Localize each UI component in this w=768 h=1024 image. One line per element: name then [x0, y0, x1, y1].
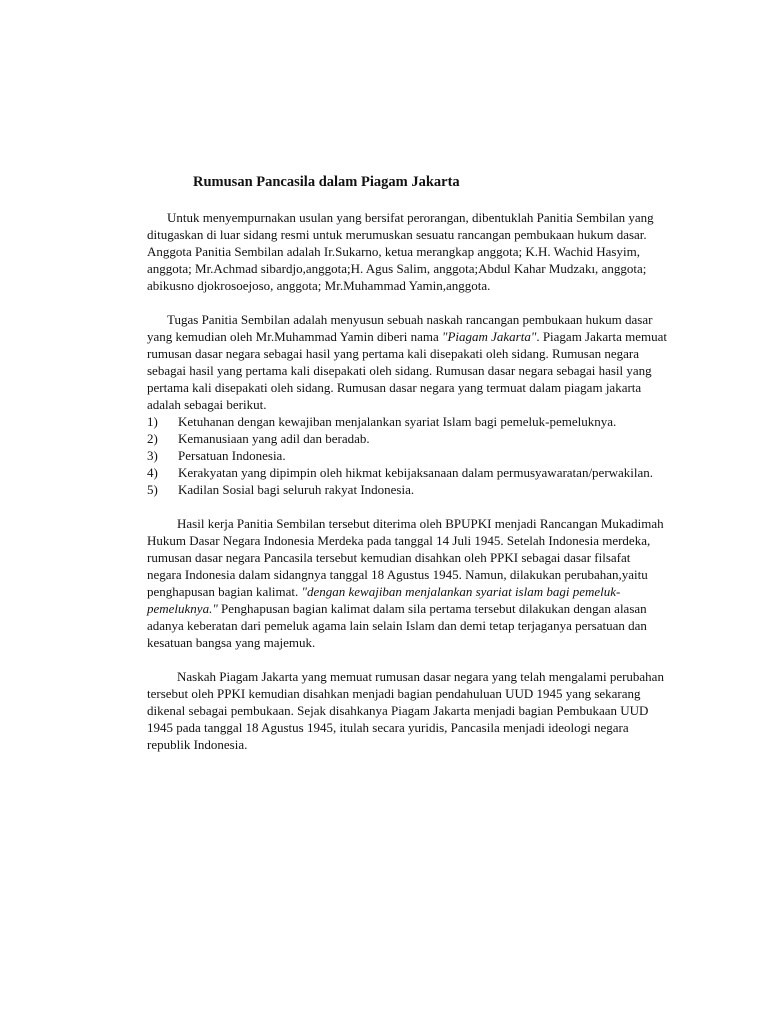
list-item: [147, 464, 667, 481]
list-text: Persatuan Indonesia.: [178, 448, 286, 463]
list-number: 2): [147, 431, 158, 446]
list-number: 5): [147, 482, 158, 497]
paragraph-hasil-kerja: [147, 515, 667, 651]
paragraph-text: Penghapusan bagian kalimat dalam sila pertama tersebut dilakukan dengan alasan adanya keberatan dari pemeluk agama lain selain Islam dan demi tetap terjaganya persatuan dan kesatuan bangsa yang majemuk.: [147, 601, 647, 650]
paragraph-text: . Piagam Jakarta memuat rumusan dasar negara sebagai hasil yang pertama kali disepakati oleh sidang. Rumusan negara sebagai hasil yang pertama kali disepakati oleh sidang. Rumusan dasar negara sebagai hasil yang pertama kali disepakati oleh sidang. Rumusan dasar negara yang termuat dalam piagam jakarta adalah sebagai berikut.: [147, 329, 667, 412]
piagam-jakarta-italic: "Piagam Jakarta": [441, 329, 537, 344]
pancasila-list: [147, 413, 667, 498]
paragraph-text: Hasil kerja Panitia Sembilan tersebut diterima oleh BPUPKI menjadi Rancangan Mukadimah Hukum Dasar Negara Indonesia Merdeka pada tanggal 14 Juli 1945. Setelah Indonesia merdeka, rumusan dasar negara Pancasila tersebut kemudian disahkan oleh PPKI sebagai dasar filsafat negara Indonesia dalam sidangnya tanggal 18 Agustus 1945. Namun, dilakukan perubahan,yaitu penghapusan bagian kalimat.: [147, 516, 664, 599]
list-number: 3): [147, 448, 158, 463]
list-number: 4): [147, 465, 158, 480]
list-text: Kemanusiaan yang adil dan beradab.: [178, 431, 370, 446]
paragraph-panitia-sembilan: Untuk menyempurnakan usulan yang bersifat perorangan, dibentuklah Panitia Sembilan yang ditugaskan di luar sidang resmi untuk merumuskan sesuatu rancangan pembukaan hukum dasar. Anggota Panitia Sembilan adalah Ir.Sukarno, ketua merangkap anggota; K.H. Wachid Hasyim, anggota; Mr.Achmad sibardjo,anggota;H. Agus Salim, anggota;Abdul Kahar Mudzakı, anggota; abikusno djokrosoejoso, anggota; Mr.Muhammad Yamin,anggota.: [147, 210, 654, 293]
list-item: [147, 430, 667, 447]
paragraph-text: Tugas Panitia Sembilan adalah menyusun sebuah naskah rancangan pembukaan hukum dasar yang kemudian oleh Mr.Muhammad Yamin diberi nama: [147, 312, 653, 344]
quoted-phrase-italic: "dengan kewajiban menjalankan syariat islam bagi pemeluk-pemeluknya.": [147, 584, 621, 616]
list-item: [147, 447, 667, 464]
list-text: Kadilan Sosial bagi seluruh rakyat Indonesia.: [178, 482, 415, 497]
document-title: Rumusan Pancasila dalam Piagam Jakarta: [193, 174, 460, 190]
paragraph-naskah: Naskah Piagam Jakarta yang memuat rumusan dasar negara yang telah mengalami perubahan tersebut oleh PPKI kemudian disahkan menjadi bagian pendahuluan UUD 1945 yang sekarang dikenal sebagai pembukaan. Sejak disahkanya Piagam Jakarta menjadi bagian Pembukaan UUD 1945 pada tanggal 18 Agustus 1945, itulah secara yuridis, Pancasila menjadi ideologi negara republik Indonesia.: [147, 669, 664, 752]
paragraph-piagam-jakarta: [147, 311, 667, 413]
list-text: Kerakyatan yang dipimpin oleh hikmat kebijaksanaan dalam permusyawaratan/perwakilan.: [178, 465, 654, 480]
list-number: 1): [147, 414, 158, 429]
list-item: [147, 413, 667, 430]
list-text: Ketuhanan dengan kewajiban menjalankan syariat Islam bagi pemeluk-pemeluknya.: [178, 414, 617, 429]
list-item: [147, 481, 667, 498]
document-page: [147, 173, 667, 770]
